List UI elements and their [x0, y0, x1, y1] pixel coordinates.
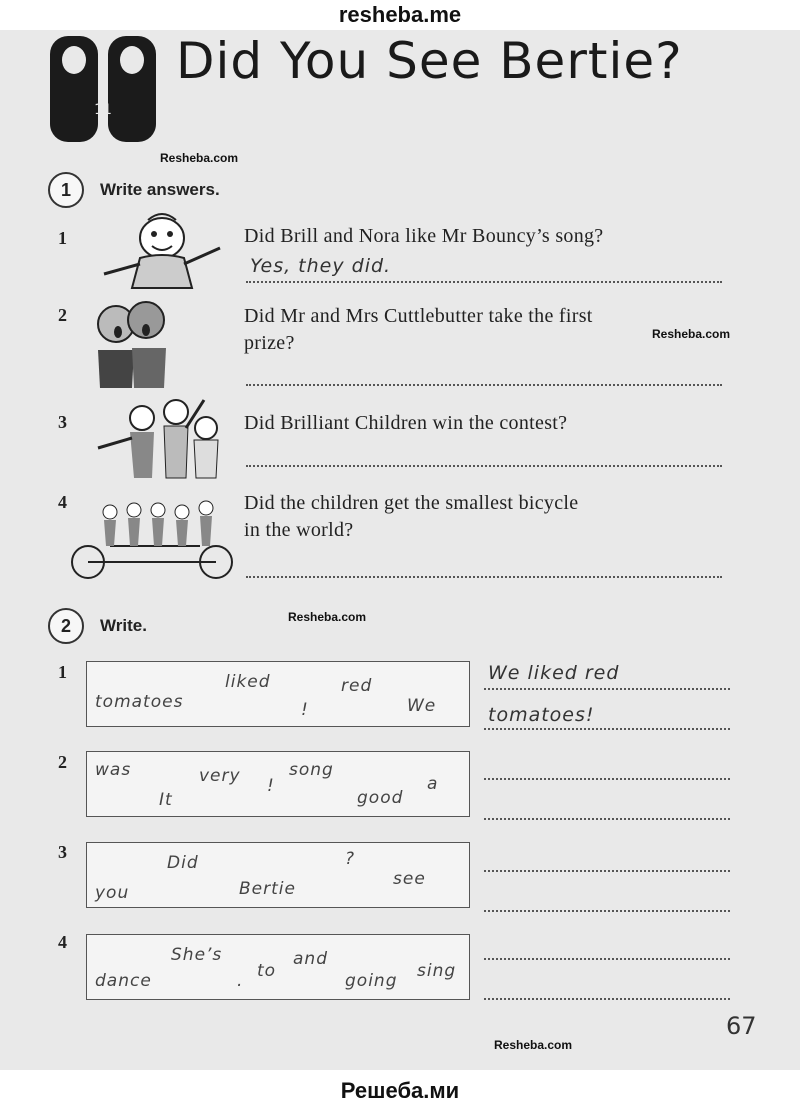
scrambled-word: a — [427, 774, 439, 794]
site-footer[interactable]: Решеба.ми — [340, 1078, 460, 1103]
scrambled-word: sing — [417, 961, 457, 981]
question-text: Did Brilliant Children win the contest? — [244, 412, 568, 434]
exercise-2-number: 2 — [48, 608, 84, 644]
scrambled-word: going — [345, 971, 398, 991]
answer-line[interactable] — [484, 818, 730, 820]
question-text-line2: prize? — [244, 332, 295, 354]
answer-line[interactable] — [246, 576, 722, 578]
scrambled-word: ! — [301, 700, 309, 720]
exercise-1-number: 1 — [48, 172, 84, 208]
tandem-bicycle-icon — [70, 498, 234, 582]
children-group-icon — [96, 392, 230, 482]
scrambled-word: She’s — [171, 945, 223, 965]
answer-text-line1[interactable]: We liked red — [488, 662, 620, 684]
scrambled-word: ? — [345, 849, 356, 869]
unit-number-text: 11 — [94, 102, 112, 118]
answer-line[interactable] — [484, 958, 730, 960]
answer-line[interactable] — [484, 910, 730, 912]
item-number: 4 — [58, 932, 67, 952]
scrambled-word: you — [95, 883, 130, 903]
answer-line[interactable] — [484, 870, 730, 872]
scrambled-word: We — [407, 696, 437, 716]
scrambled-word: and — [293, 949, 328, 969]
question-text: Did Brill and Nora like Mr Bouncy’s song? — [244, 225, 604, 247]
watermark: Resheba.com — [288, 610, 367, 624]
answer-line[interactable] — [484, 728, 730, 730]
question-text-line1: Did Mr and Mrs Cuttlebutter take the first — [244, 305, 593, 327]
question-number: 4 — [58, 492, 67, 512]
scrambled-word: very — [199, 766, 241, 786]
watermark: Resheba.com — [652, 327, 731, 341]
cartoon-character-icon — [96, 208, 230, 290]
word-box — [86, 661, 470, 727]
unit-title: Did You See Bertie? — [176, 32, 683, 90]
exercise-1-title: Write answers. — [100, 180, 220, 199]
item-number: 2 — [58, 752, 67, 772]
item-number: 1 — [58, 662, 67, 682]
answer-line[interactable] — [246, 465, 722, 467]
item-number: 3 — [58, 842, 67, 862]
question-number: 3 — [58, 412, 67, 432]
question-text-line1: Did the children get the smallest bicycle — [244, 492, 579, 514]
scrambled-word: good — [357, 788, 404, 808]
scrambled-word: ! — [267, 776, 275, 796]
unit-number-badge — [44, 30, 162, 148]
answer-line[interactable] — [246, 384, 722, 386]
scrambled-word: red — [341, 676, 373, 696]
page-number: 67 — [726, 1012, 757, 1040]
scrambled-word: tomatoes — [95, 692, 184, 712]
answer-line[interactable] — [484, 778, 730, 780]
scrambled-word: Did — [167, 853, 199, 873]
scrambled-word: dance — [95, 971, 152, 991]
word-box — [86, 934, 470, 1000]
answer-text[interactable]: Yes, they did. — [250, 255, 392, 277]
watermark: Resheba.com — [494, 1038, 573, 1052]
singing-couple-icon — [92, 294, 172, 390]
answer-line[interactable] — [484, 998, 730, 1000]
scrambled-word: song — [289, 760, 334, 780]
question-text-line2: in the world? — [244, 519, 354, 541]
word-box — [86, 842, 470, 908]
scrambled-word: . — [237, 971, 244, 991]
question-number: 1 — [58, 228, 67, 248]
watermark: Resheba.com — [160, 151, 239, 165]
scrambled-word: see — [393, 869, 426, 889]
exercise-2-title: Write. — [100, 616, 147, 635]
scrambled-word: to — [257, 961, 277, 981]
scrambled-word: Bertie — [239, 879, 296, 899]
scrambled-word: It — [159, 790, 173, 810]
question-number: 2 — [58, 305, 67, 325]
answer-line[interactable] — [484, 688, 730, 690]
scrambled-word: was — [95, 760, 132, 780]
site-header[interactable]: resheba.me — [338, 2, 462, 27]
scrambled-word: liked — [225, 672, 271, 692]
answer-line[interactable] — [246, 281, 722, 283]
word-box — [86, 751, 470, 817]
answer-text-line2[interactable]: tomatoes! — [488, 704, 595, 726]
